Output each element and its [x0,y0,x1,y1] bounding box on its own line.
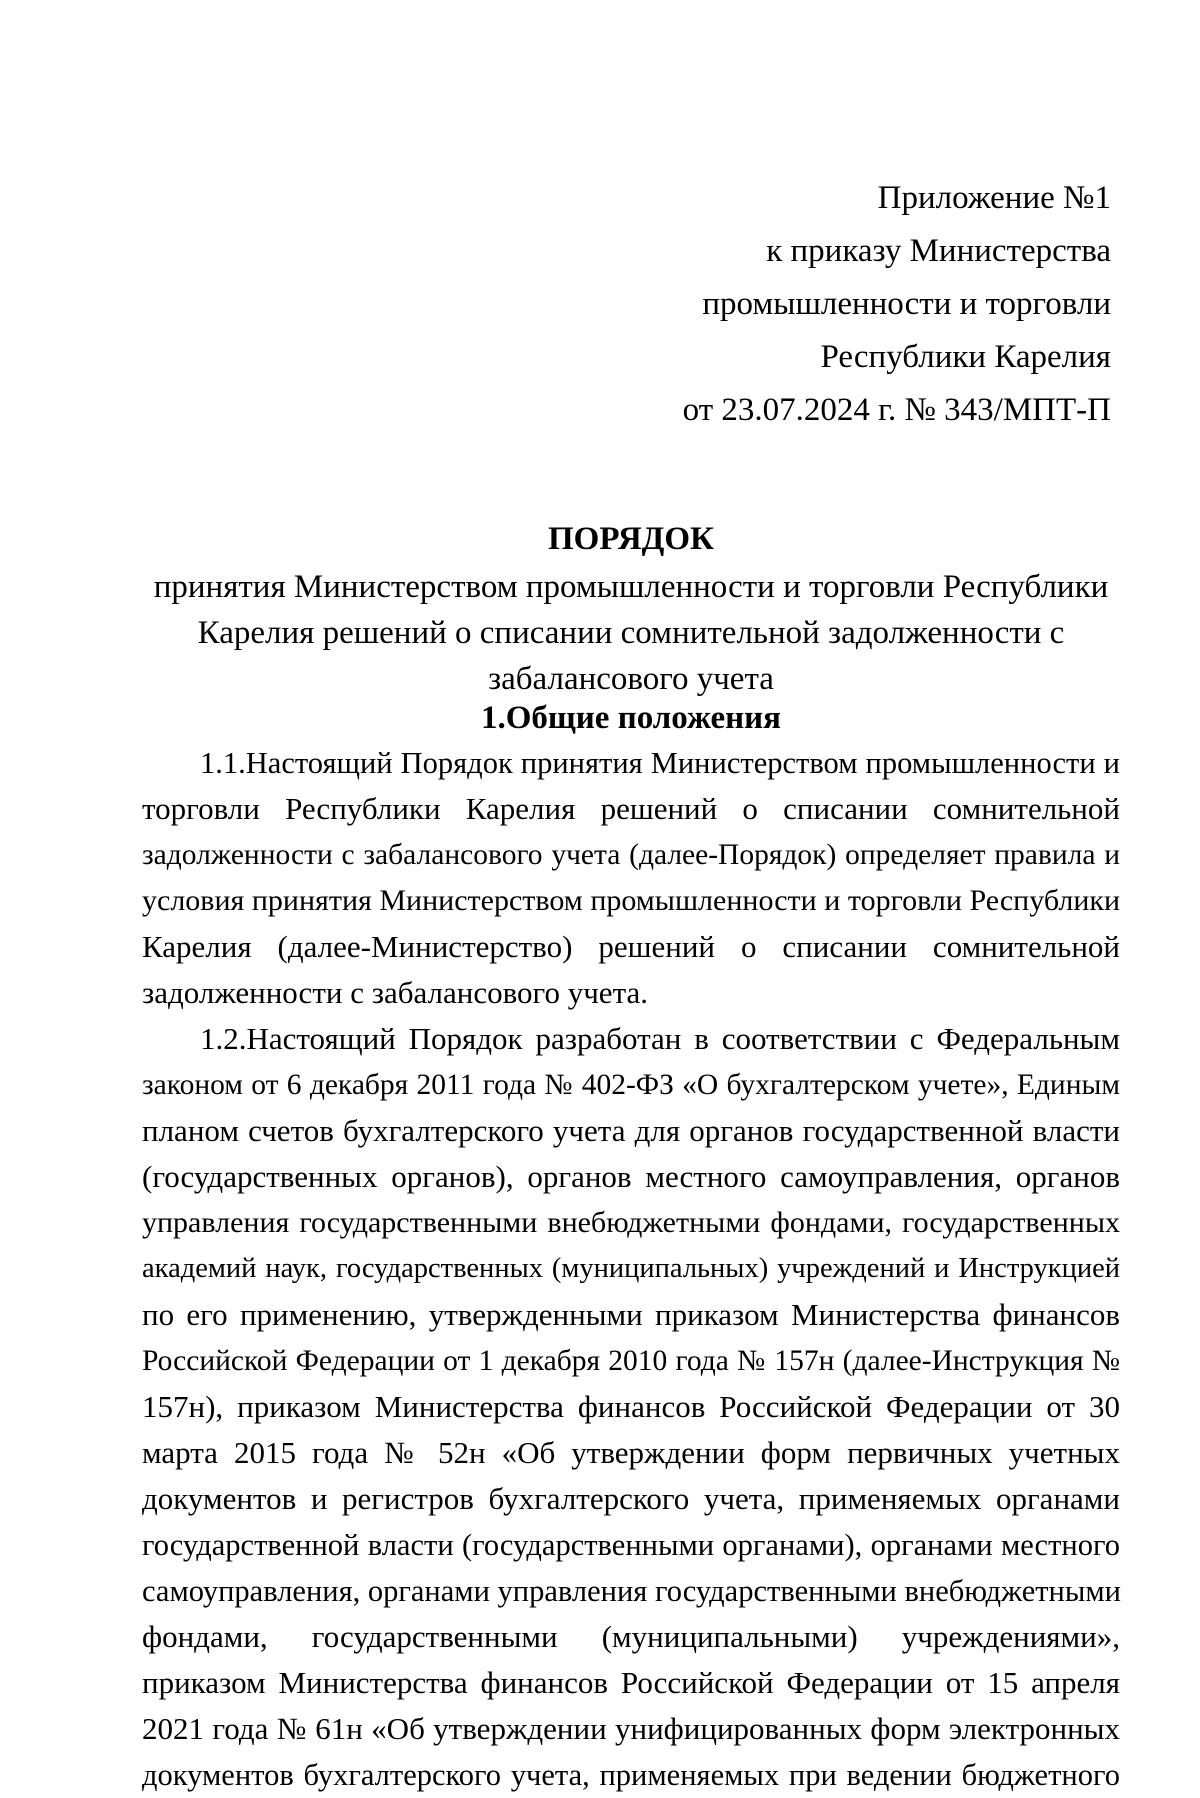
appendix-line: к приказу Министерства [766,233,1111,269]
paragraph-line: планом счетов бухгалтерского учета для органов государственной власти [142,1113,1120,1148]
paragraph-line: марта 2015 года № 52н «Об утверждении форм первичных учетных [142,1435,1120,1470]
paragraph-line: по его применению, утвержденными приказом Министерства финансов [142,1297,1120,1332]
appendix-line: Приложение №1 [877,180,1111,216]
paragraph-line: академий наук, государственных (муниципальных) учреждений и Инструкцией [142,1253,1120,1284]
paragraph-1-2 [142,1016,1120,1798]
document-subtitle-line: принятия Министерством промышленности и торговли Республики [153,569,1109,605]
document-subtitle-line: Карелия решений о списании сомнительной задолженности с [197,615,1065,651]
paragraph-line: 157н), приказом Министерства финансов Российской Федерации от 30 [142,1389,1120,1424]
document-subtitle-line: забалансового учета [488,661,774,697]
body-text [142,740,1120,1798]
paragraph-line: управления государственными внебюджетными фондами, государственных [142,1206,1120,1239]
paragraph-line: торговли Республики Карелия решений о списании сомнительной [142,791,1120,826]
paragraph-line: 1.2.Настоящий Порядок разработан в соответствии с Федеральным [200,1021,1120,1056]
paragraph-line: Карелия (далее-Министерство) решений о списании сомнительной [142,929,1120,964]
paragraph-1-1 [142,740,1120,1016]
document-title-block [142,514,1120,702]
paragraph-line: фондами, государственными (муниципальными) учреждениями», [142,1619,1120,1654]
paragraph-line: задолженности с забалансового учета. [142,975,649,1010]
paragraph-line: самоуправления, органами управления государственными внебюджетными [142,1574,1121,1608]
paragraph-line: (государственных органов), органов местного самоуправления, органов [142,1159,1120,1194]
paragraph-line: государственной власти (государственными органами), органами местного [142,1528,1120,1562]
appendix-line: от 23.07.2024 г. № 343/МПТ-П [682,392,1111,428]
appendix-block [683,172,1111,437]
paragraph-line: законом от 6 декабря 2011 года № 402-ФЗ «О бухгалтерском учете», Единым [142,1069,1120,1101]
section-heading: 1.Общие положения [481,700,781,736]
appendix-line: Республики Карелия [820,339,1111,375]
paragraph-line: документов и регистров бухгалтерского учета, применяемых органами [142,1481,1120,1516]
paragraph-line: 2021 года № 61н «Об утверждении унифицированных форм электронных [142,1711,1120,1746]
paragraph-line: задолженности с забалансового учета (далее-Порядок) определяет правила и [142,839,1120,871]
paragraph-line: условия принятия Министерством промышленности и торговли Республики [142,884,1120,917]
document-title: ПОРЯДОК [548,521,714,557]
paragraph-line: приказом Министерства финансов Российской Федерации от 15 апреля [142,1665,1120,1700]
appendix-line: промышленности и торговли [702,286,1111,322]
paragraph-line: 1.1.Настоящий Порядок принятия Министерством промышленности и [200,746,1120,780]
paragraph-line: документов бухгалтерского учета, применяемых при ведении бюджетного [142,1758,1120,1792]
paragraph-line: Российской Федерации от 1 декабря 2010 года № 157н (далее-Инструкция № [142,1345,1120,1377]
